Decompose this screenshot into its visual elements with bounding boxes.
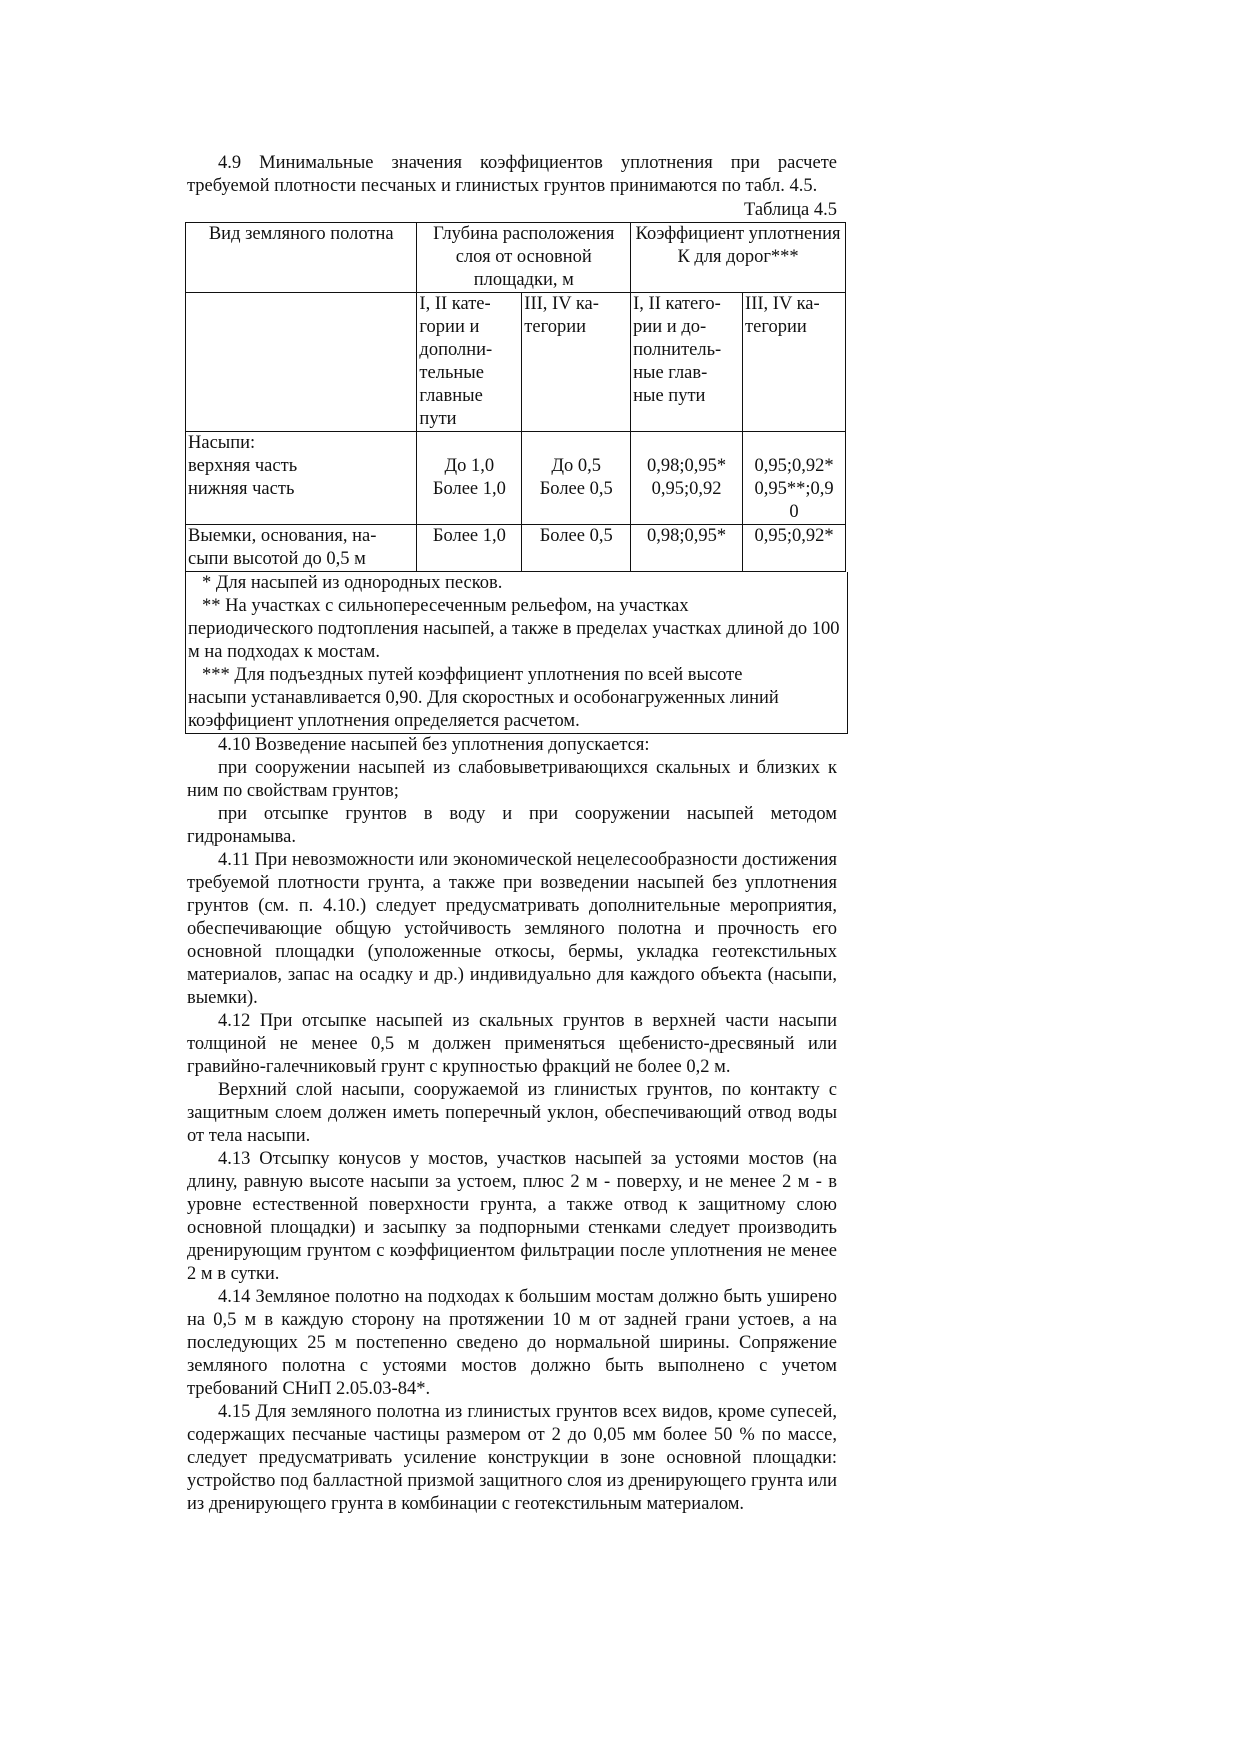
- paragraph-4-12: 4.12 При отсыпке насыпей из скальных грунтов в верхней части насыпи толщиной не менее 0,5 м должен применяться щебенисто-дресвяный или гравийно-галечниковый грунт с крупностью фракций не более 0,2 м.: [187, 1011, 837, 1077]
- paragraph-4-13: 4.13 Отсыпку конусов у мостов, участков насыпей за устоями мостов (на длину, равную высоте насыпи за устоем, плюс 2 м - поверху, и не менее 2 м - в уровне естественной поверхности грунта, а также отвод к защитному слою основной площадки) и засыпку за подпорными стенками следует производить дренирующим грунтом с коэффициентом фильтрации после уплотнения не менее 2 м в сутки.: [187, 1149, 837, 1284]
- note-3-continued: насыпи устанавливается 0,90. Для скоростных и особонагруженных линий коэффициент уплотнения определяется расчетом.: [188, 688, 779, 731]
- header-coefficient: Коэффициент уплотнения К для дорог***: [631, 223, 846, 293]
- table-row: [186, 525, 846, 572]
- note-1: * Для насыпей из однородных песков.: [202, 573, 503, 593]
- body-text: [187, 734, 837, 1516]
- table-header-row: [186, 223, 846, 293]
- table-subheader-row: [186, 293, 846, 432]
- row-name: Насыпи: верхняя часть нижняя часть: [186, 432, 417, 525]
- note-3: *** Для подъездных путей коэффициент уплотнения по всей высоте: [202, 665, 743, 685]
- table-notes: [185, 572, 848, 734]
- paragraph-4-9: 4.9 Минимальные значения коэффициентов уплотнения при расчете требуемой плотности песчаных и глинистых грунтов принимаются по табл. 4.5.: [187, 153, 837, 196]
- row-depth-b: До 0,5 Более 0,5: [522, 432, 631, 525]
- compaction-table: [185, 222, 846, 572]
- subheader-empty: [186, 293, 417, 432]
- subheader-k-cat34: III, IV ка- тегории: [743, 293, 846, 432]
- note-2: ** На участках с сильнопересеченным рельефом, на участках: [202, 596, 689, 616]
- paragraph-4-12-b: Верхний слой насыпи, сооружаемой из глинистых грунтов, по контакту с защитным слоем должен иметь поперечный уклон, обеспечивающий отвод воды от тела насыпи.: [187, 1080, 837, 1146]
- subheader-k-cat12: I, II катего- рии и до- полнитель- ные глав- ные пути: [631, 293, 743, 432]
- table-label: Таблица 4.5: [744, 200, 837, 220]
- row-k-b: 0,95;0,92*: [743, 525, 846, 572]
- header-type: Вид земляного полотна: [186, 223, 417, 293]
- paragraph-4-15: 4.15 Для земляного полотна из глинистых грунтов всех видов, кроме супесей, содержащих песчаные частицы размером от 2 до 0,05 мм более 50 % по массе, следует предусматривать усиление конструкции в зоне основной площадки: устройство под балластной призмой защитного слоя из дренирующего грунта или из дренирующего грунта в комбинации с геотекстильным материалом.: [187, 1402, 837, 1514]
- paragraph-4-10-b: при отсыпке грунтов в воду и при сооружении насыпей методом гидронамыва.: [187, 804, 837, 847]
- row-k-a: 0,98;0,95*: [631, 525, 743, 572]
- row-k-b: 0,95;0,92* 0,95**;0,9 0: [743, 432, 846, 525]
- note-2-continued: периодического подтопления насыпей, а также в пределах участках длиной до 100 м на подходах к мостам.: [188, 619, 840, 662]
- paragraph-4-10-a: при сооружении насыпей из слабовыветривающихся скальных и близких к ним по свойствам грунтов;: [187, 758, 837, 801]
- paragraph-4-10: 4.10 Возведение насыпей без уплотнения допускается:: [218, 735, 650, 755]
- document-page: [187, 152, 841, 1516]
- subheader-depth-cat12: I, II кате- гории и дополни- тельные главные пути: [417, 293, 522, 432]
- paragraph-4-14: 4.14 Земляное полотно на подходах к большим мостам должно быть уширено на 0,5 м в каждую сторону на протяжении 10 м от задней грани устоев, а на последующих 25 м постепенно сведено до нормальной ширины. Сопряжение земляного полотна с устоями мостов должно быть выполнено с учетом требований СНиП 2.05.03-84*.: [187, 1287, 837, 1399]
- row-depth-a: До 1,0 Более 1,0: [417, 432, 522, 525]
- row-depth-a: Более 1,0: [417, 525, 522, 572]
- header-depth: Глубина расположения слоя от основной площадки, м: [417, 223, 631, 293]
- paragraph-4-11: 4.11 При невозможности или экономической нецелесообразности достижения требуемой плотности грунта, а также при возведении насыпей без уплотнения грунтов (см. п. 4.10.) следует предусматривать дополнительные мероприятия, обеспечивающие общую устойчивость земляного полотна и прочность его основной площадки (уположенные откосы, бермы, укладка геотекстильных материалов, запас на осадку и др.) индивидуально для каждого объекта (насыпи, выемки).: [187, 850, 837, 1008]
- row-name: Выемки, основания, на- сыпи высотой до 0,5 м: [186, 525, 417, 572]
- table-row: [186, 432, 846, 525]
- subheader-depth-cat34: III, IV ка- тегории: [522, 293, 631, 432]
- row-k-a: 0,98;0,95* 0,95;0,92: [631, 432, 743, 525]
- row-depth-b: Более 0,5: [522, 525, 631, 572]
